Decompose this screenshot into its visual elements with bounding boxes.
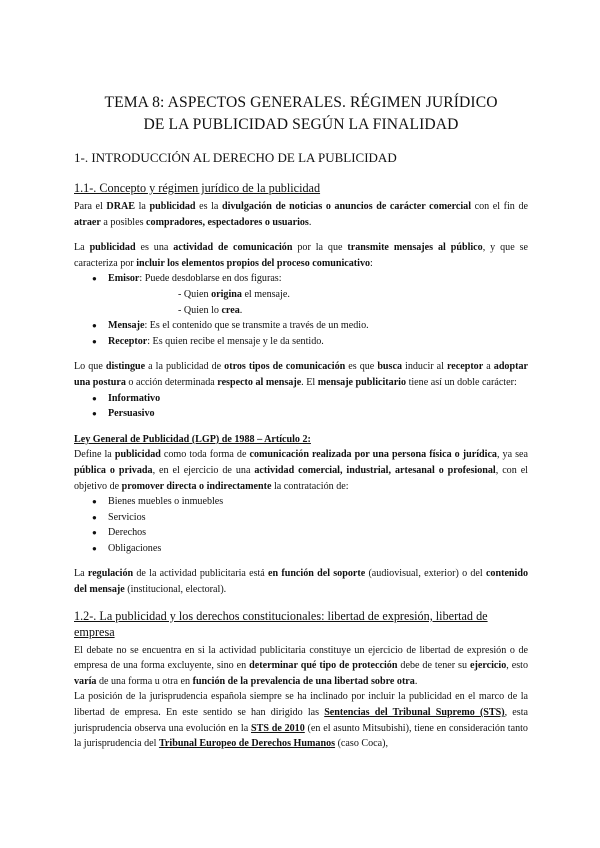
spacer [74,556,528,566]
paragraph-comunicacion: La publicidad es una actividad de comunicación por la que transmite mensajes al público, y que se caracteriza por incluir los elementos propios del proceso comunicativo: [74,242,528,269]
list-subitem: - Quien lo crea. [178,304,243,316]
list-item: ● Obligaciones [92,541,528,557]
paragraph-debate: El debate no se encuentra en si la actividad publicitaria constituye un ejercicio de libertad de expresión o de empresa de una forma excluyente, sino en determinar qué tipo de protección debe de tener su ejercicio, esto varía de una forma u otra en función de la prevalencia de una libertad sobre otra. [74,644,528,687]
lgp-heading: Ley General de Publicidad (LGP) de 1988 – Artículo 2: [74,433,311,445]
elements-list [74,271,528,349]
paragraph-distingue: Lo que distingue a la publicidad de otros tipos de comunicación es que busca inducir al receptor a adoptar una postura o acción determinada respecto al mensaje. El mensaje publicitario tiene así un doble carácter: [74,361,528,388]
title-line-2: DE LA PUBLICIDAD SEGÚN LA FINALIDAD [143,116,459,133]
list-item: ● Emisor: Puede desdoblarse en dos figuras: - Quien origina el mensaje. - Quien lo crea. [92,271,528,318]
paragraph-regulacion: La regulación de la actividad publicitaria está en función del soporte (audiovisual, exterior) o del contenido del mensaje (institucional, electoral). [74,568,528,596]
list-item: ● Informativo [92,391,528,407]
paragraph-drae-definition: Para el DRAE la publicidad es la divulgación de noticias o anuncios de carácter comercial con el fin de atraer a posibles compradores, espectadores o usuarios. [74,201,528,228]
paragraph-lgp-definition: Define la publicidad como toda forma de comunicación realizada por una persona física o jurídica, ya sea pública o privada, en el ejercicio de una actividad comercial, industrial, artesanal o profesional, con el objetivo de promover directa o indirectamente la contratación de: [74,449,528,492]
list-subitem: - Quien origina el mensaje. [178,288,290,300]
title-line-1: TEMA 8: ASPECTOS GENERALES. RÉGIMEN JURÍDICO [104,94,498,111]
list-item: ● Derechos [92,525,528,541]
list-item: ● Servicios [92,510,528,526]
section-heading: 1-. INTRODUCCIÓN AL DERECHO DE LA PUBLICIDAD [74,150,397,165]
spacer [74,230,528,240]
objetos-list [74,494,528,556]
document-title [74,92,528,136]
paragraph-jurisprudencia: La posición de la jurisprudencia española siempre se ha inclinado por incluir la publicidad en el marco de la libertad de empresa. En este sentido se han dirigido las Sentencias del Tribunal Supremo (STS), esta jurisprudencia observa una evolución en la STS de 2010 (en el asunto Mitsubishi), tiene en consideración tanto la jurisprudencia del Tribunal Europeo de Derechos Humanos (caso Coca), [74,691,528,750]
subsection-heading: 1.1-. Concepto y régimen jurídico de la publicidad [74,181,321,195]
list-item: ● Persuasivo [92,406,528,422]
subsection-heading: 1.2-. La publicidad y los derechos constitucionales: libertad de expresión, libertad de empresa [74,608,488,639]
spacer [74,349,528,359]
list-item: ● Mensaje: Es el contenido que se transmite a través de un medio. [92,318,528,334]
spacer [74,598,528,608]
list-item: ● Bienes muebles o inmuebles [92,494,528,510]
spacer [74,422,528,432]
caracter-list [74,391,528,422]
list-item: ● Receptor: Es quien recibe el mensaje y le da sentido. [92,334,528,350]
